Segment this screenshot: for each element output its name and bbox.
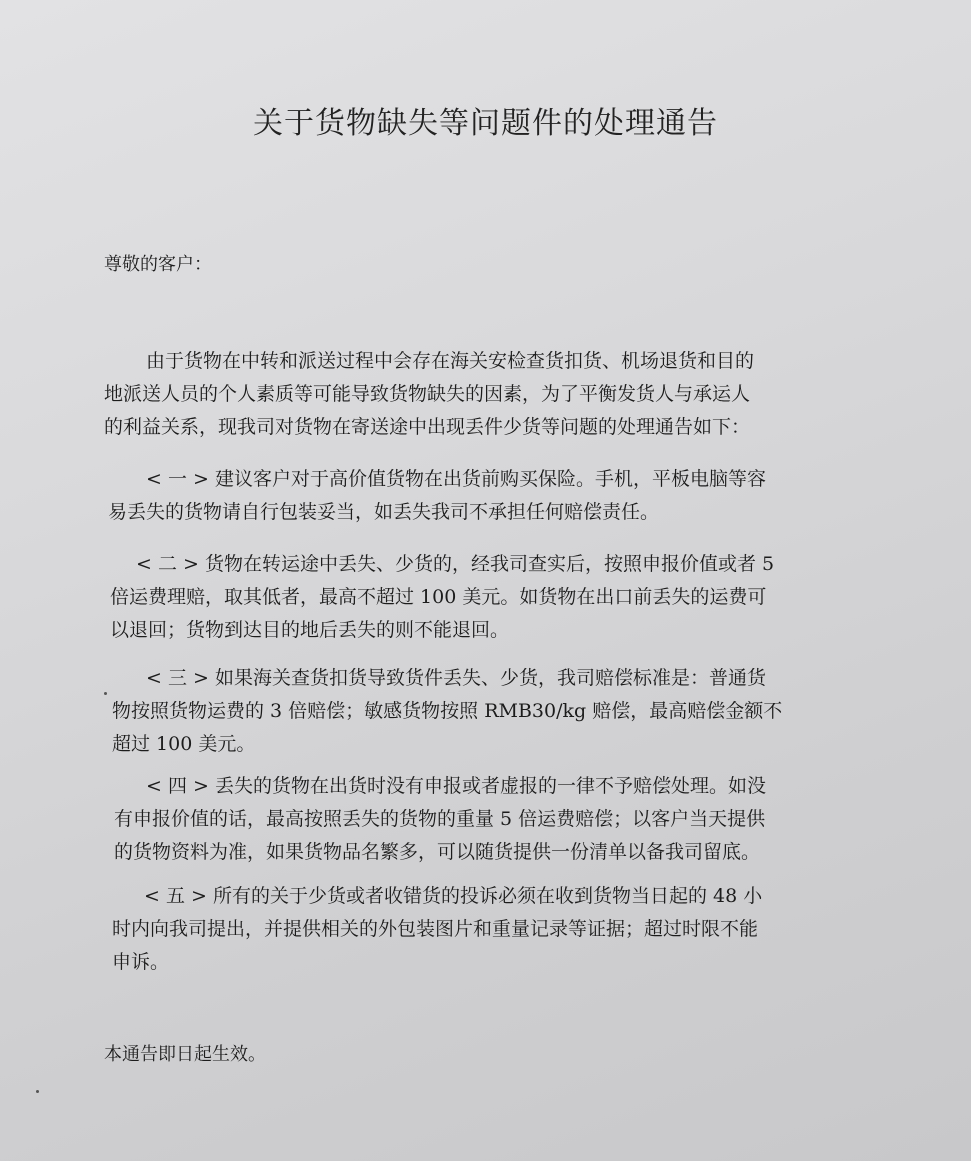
clause-3 bbox=[112, 662, 782, 761]
clause-line: 超过 100 美元。 bbox=[112, 733, 256, 755]
clause-line: 的货物资料为准，如果货物品名繁多，可以随货提供一份清单以备我司留底。 bbox=[114, 841, 761, 863]
clause-line: < 三 > 如果海关查货扣货导致货件丢失、少货，我司赔偿标准是：普通货 bbox=[146, 667, 766, 689]
clause-1 bbox=[108, 463, 766, 529]
clause-line: < 一 > 建议客户对于高价值货物在出货前购买保险。手机，平板电脑等容 bbox=[146, 468, 766, 490]
intro-line: 地派送人员的个人素质等可能导致货物缺失的因素，为了平衡发货人与承运人 bbox=[104, 383, 751, 405]
clause-line: 申诉。 bbox=[112, 951, 170, 973]
clause-5 bbox=[112, 880, 762, 979]
clause-line: 倍运费理赔，取其低者，最高不超过 100 美元。如货物在出口前丢失的运费可 bbox=[110, 586, 767, 608]
paper-speck bbox=[36, 1090, 39, 1093]
footer-note: 本通告即日起生效。 bbox=[104, 1044, 266, 1065]
clause-line: < 二 > 货物在转运途中丢失、少货的，经我司查实后，按照申报价值或者 5 bbox=[136, 553, 775, 575]
clause-line: 有申报价值的话，最高按照丢失的货物的重量 5 倍运费赔偿；以客户当天提供 bbox=[114, 808, 766, 830]
clause-line: 物按照货物运费的 3 倍赔偿；敏感货物按照 RMB30/kg 赔偿，最高赔偿金额不 bbox=[112, 700, 783, 722]
intro-line: 由于货物在中转和派送过程中会存在海关安检查货扣货、机场退货和目的 bbox=[146, 350, 755, 372]
clause-4 bbox=[114, 770, 766, 869]
clause-line: < 四 > 丢失的货物在出货时没有申报或者虚报的一律不予赔偿处理。如没 bbox=[146, 775, 766, 797]
clause-2 bbox=[110, 548, 774, 647]
clause-line: 以退回；货物到达目的地后丢失的则不能退回。 bbox=[110, 619, 510, 641]
intro-paragraph bbox=[104, 345, 754, 444]
document-title: 关于货物缺失等问题件的处理通告 bbox=[253, 106, 718, 141]
clause-line: < 五 > 所有的关于少货或者收错货的投诉必须在收到货物当日起的 48 小 bbox=[144, 885, 763, 907]
greeting: 尊敬的客户： bbox=[104, 254, 212, 275]
paper-speck bbox=[104, 692, 107, 695]
intro-line: 的利益关系，现我司对货物在寄送途中出现丢件少货等问题的处理通告如下： bbox=[104, 416, 751, 438]
clause-line: 时内向我司提出，并提供相关的外包装图片和重量记录等证据；超过时限不能 bbox=[112, 918, 759, 940]
clause-line: 易丢失的货物请自行包装妥当，如丢失我司不承担任何赔偿责任。 bbox=[108, 501, 660, 523]
